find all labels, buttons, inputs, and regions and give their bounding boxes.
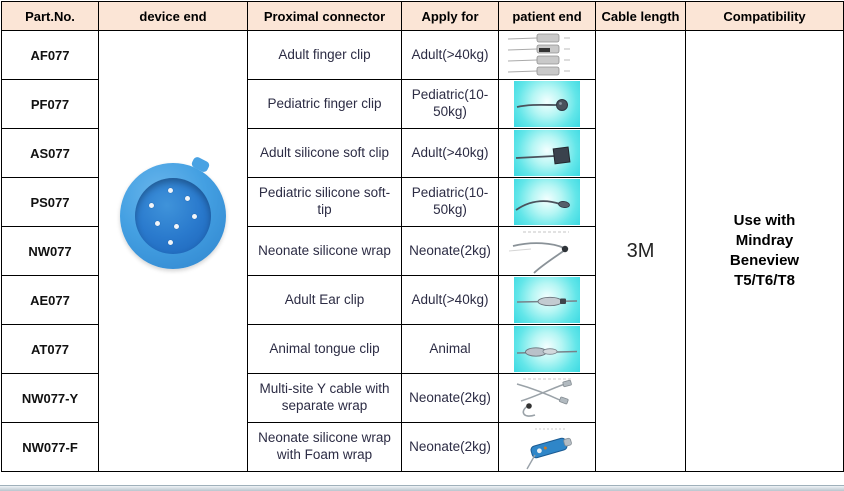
column-header-proximal-connector: Proximal connector xyxy=(248,2,402,31)
proximal-connector-cell: Adult Ear clip xyxy=(248,276,402,325)
patient-end-cell xyxy=(499,374,596,423)
part-no-cell: AE077 xyxy=(2,276,99,325)
window-bottom-edge xyxy=(0,485,844,491)
proximal-connector-cell: Neonate silicone wrap with Foam wrap xyxy=(248,423,402,472)
proximal-connector-cell: Adult finger clip xyxy=(248,31,402,80)
part-no-cell: NW077 xyxy=(2,227,99,276)
pediatric-finger-clip-photo-icon xyxy=(514,81,580,127)
multi-site-y-cable-photo-icon xyxy=(507,375,587,421)
neonate-foam-wrap-photo-icon xyxy=(507,424,587,470)
patient-end-cell xyxy=(499,129,596,178)
adult-ear-clip-photo-icon xyxy=(514,277,580,323)
apply-for-cell: Animal xyxy=(402,325,499,374)
proximal-connector-cell: Neonate silicone wrap xyxy=(248,227,402,276)
compatibility-text: Use with Mindray Beneview T5/T6/T8 xyxy=(729,211,800,290)
apply-for-cell: Neonate(2kg) xyxy=(402,374,499,423)
apply-for-cell: Neonate(2kg) xyxy=(402,227,499,276)
patient-end-cell xyxy=(499,227,596,276)
adult-silicone-soft-clip-photo-icon xyxy=(514,130,580,176)
apply-for-cell: Adult(>40kg) xyxy=(402,31,499,80)
patient-end-cell xyxy=(499,325,596,374)
part-no-cell: AS077 xyxy=(2,129,99,178)
connector-inner-face xyxy=(135,178,211,254)
column-header-patient-end: patient end xyxy=(499,2,596,31)
apply-for-cell: Adult(>40kg) xyxy=(402,276,499,325)
proximal-connector-cell: Animal tongue clip xyxy=(248,325,402,374)
proximal-connector-cell: Adult silicone soft clip xyxy=(248,129,402,178)
column-header-compatibility: Compatibility xyxy=(686,2,844,31)
column-header-device-end: device end xyxy=(99,2,248,31)
part-no-cell: PS077 xyxy=(2,178,99,227)
header-row xyxy=(2,2,844,31)
apply-for-cell: Pediatric(10-50kg) xyxy=(402,178,499,227)
cable-length-cell: 3M xyxy=(596,31,686,472)
column-header-cable-length: Cable length xyxy=(596,2,686,31)
proximal-connector-cell: Pediatric silicone soft-tip xyxy=(248,178,402,227)
part-no-cell: NW077-Y xyxy=(2,374,99,423)
proximal-connector-cell: Multi-site Y cable with separate wrap xyxy=(248,374,402,423)
sensor-spec-table xyxy=(1,1,844,472)
adult-finger-clips-photo-icon xyxy=(507,32,587,78)
patient-end-cell xyxy=(499,31,596,80)
apply-for-cell: Neonate(2kg) xyxy=(402,423,499,472)
column-header-apply-for: Apply for xyxy=(402,2,499,31)
animal-tongue-clip-photo-icon xyxy=(514,326,580,372)
patient-end-cell xyxy=(499,80,596,129)
neonate-silicone-wrap-photo-icon xyxy=(507,228,587,274)
device-end-cell xyxy=(99,31,248,472)
patient-end-cell xyxy=(499,423,596,472)
compatibility-cell xyxy=(686,31,844,472)
apply-for-cell: Adult(>40kg) xyxy=(402,129,499,178)
blue-round-spo2-connector-icon xyxy=(120,163,226,269)
patient-end-cell xyxy=(499,178,596,227)
proximal-connector-cell: Pediatric finger clip xyxy=(248,80,402,129)
part-no-cell: NW077-F xyxy=(2,423,99,472)
pediatric-silicone-soft-tip-photo-icon xyxy=(514,179,580,225)
part-no-cell: AT077 xyxy=(2,325,99,374)
apply-for-cell: Pediatric(10-50kg) xyxy=(402,80,499,129)
column-header-part-no: Part.No. xyxy=(2,2,99,31)
part-no-cell: AF077 xyxy=(2,31,99,80)
patient-end-cell xyxy=(499,276,596,325)
connector-notch xyxy=(190,156,210,174)
table-row xyxy=(2,31,844,80)
part-no-cell: PF077 xyxy=(2,80,99,129)
